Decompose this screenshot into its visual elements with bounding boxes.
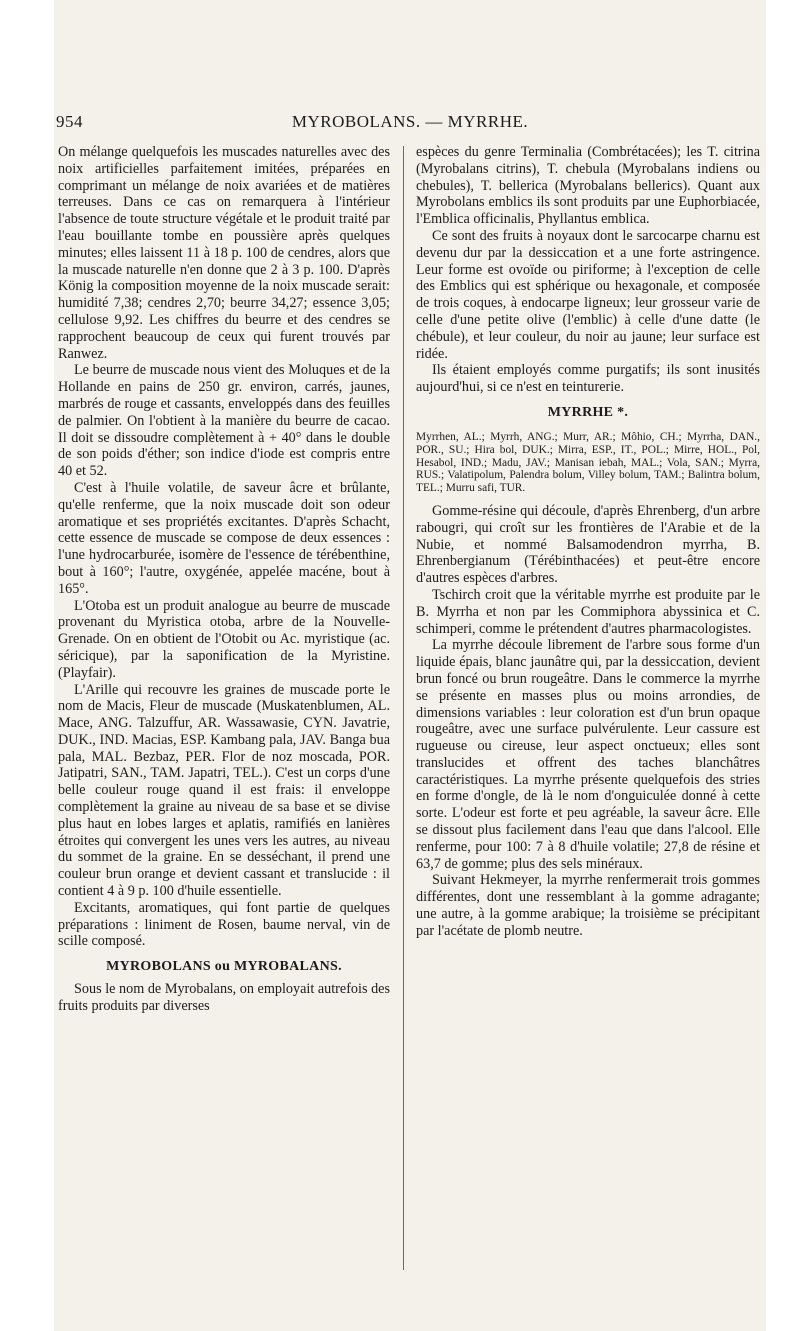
paragraph-nutmeg-butter: Le beurre de muscade nous vient des Moluques et de la Hollande en pains de 250 gr. environ, carrés, jaunes, marbrés de rouge et cassants, enveloppés dans des feuilles de palmier. On l'obtient à la manière du beurre de cacao. Il doit se dissoudre complètement à + 40° dans le double de son poids d'éther; son indice d'iode est compris entre 40 et 52. [58, 362, 390, 480]
page-number: 954 [56, 112, 83, 131]
paragraph-otoba: L'Otoba est un produit analogue au beurre de muscade provenant du Myristica otoba, arbre de la Nouvelle-Grenade. On en obtient de l'Otobit ou Ac. myristique (ac. séricique), par la saponification de la Myristine. (Playfair). [58, 597, 390, 681]
paragraph-artificial-nutmeg: On mélange quelquefois les muscades naturelles avec des noix artificielles parfaitement imitées, préparées en comprimant un mélange de noix avariées et de matières terreuses. Dans ce cas on remarquera à l'intérieur l'absence de toute structure végétale et le produit traité par l'eau bouillante tombe en poussière après quelques minutes; elles laissent 11 à 18 p. 100 de cendres, alors que la muscade naturelle n'en donne que 2 à 3 p. 100. D'après König la composition moyenne de la noix muscade serait: humidité 7,38; cendres 2,70; beurre 34,27; essence 3,05; cellulose 9,92. Les chiffres du beurre et des cendres se rapprochent beaucoup de ceux qui furent trouvés par Ranwez. [58, 144, 390, 362]
page-header [54, 112, 766, 136]
paragraph-myrrh-description: La myrrhe découle librement de l'arbre sous forme d'un liquide épais, blanc jaunâtre qui, par la dessiccation, devient brun foncé ou brun rougeâtre. Dans le commerce la myrrhe se présente en masses plus ou moins arrondies, de dimensions variables : leur coloration est d'un brun opaque rougeâtre, avec une surface pulvérulente. Leur cassure est rugueuse ou cireuse, leur aspect onctueux; elles sont translucides et offrent des taches blanchâtres caractéristiques. La myrrhe présente quelquefois des stries en forme d'ongle, de là le nom d'onguiculée donné à cette sorte. L'odeur est forte et peu agréable, la saveur âcre. Elle se dissout plus facilement dans l'eau que dans l'alcool. Elle renferme, pour 100: 7 à 8 d'huile volatile; 27,8 de résine et 63,7 de gomme; plus des sels minéraux. [416, 637, 760, 872]
book-page [54, 0, 766, 1331]
paragraph-mace: L'Arille qui recouvre les graines de muscade porte le nom de Macis, Fleur de muscade (Muskatenblumen, AL. Mace, ANG. Talzuffur, AR. Wassawasie, CYN. Javatrie, DUK., IND. Macias, ESP. Kambang pala, JAV. Banga bua pala, MAL. Bezbaz, PER. Flor de noz moscada, POR. Jatipatri, SAN., TAM. Japatri, TEL.). C'est un corps d'une belle couleur rouge quand il est frais: il enveloppe complètement la graine au niveau de sa base et se divise plus haut en lobes larges et aplatis, ramifiés en lanières étroites qui convergent les unes vers les autres, au niveau du sommet de la graine. En se desséchant, il prend une couleur brun orange et devient cassant et translucide : il contient 4 à 9 p. 100 d'huile essentielle. [58, 681, 390, 900]
paragraph-volatile-oil: C'est à l'huile volatile, de saveur âcre et brûlante, qu'elle renferme, que la noix muscade doit son odeur aromatique et ses propriétés excitantes. D'après Schacht, cette essence de muscade se compose de deux essences : l'une hydrocarburée, isomère de l'essence de térébenthine, bout à 160°; l'autre, oxygénée, appelée macéne, bout à 165°. [58, 479, 390, 597]
heading-myrobolans: MYROBOLANS ou MYROBALANS. [106, 959, 342, 975]
paragraph-terminalia-species: espèces du genre Terminalia (Combrétacées); les T. citrina (Myrobalans citrins), T. chebula (Myrobalans indiens ou chebules), T. bellerica (Myrobalans bellerics). Quant aux Myrobolans emblics ils sont produits par une Euphorbiacée, l'Emblica officinalis, Phyllantus emblica. [416, 144, 760, 228]
paragraph-fruit-description: Ce sont des fruits à noyaux dont le sarcocarpe charnu est devenu dur par la dessiccation et a une forte astringence. Leur forme est ovoïde ou piriforme; à l'exception de celle des Emblics qui est sphérique ou hexagonale, et composée de trois coques, à endocarpe ligneux; leur grosseur varie de celle d'une petite olive (l'emblic) à celle d'une datte (le chébule), et leur couleur, du noir au jaune; leur surface est ridée. [416, 227, 760, 362]
paragraph-uses: Ils étaient employés comme purgatifs; ils sont inusités aujourd'hui, si ce n'est en teinturerie. [416, 362, 760, 396]
paragraph-gum-resin: Gomme-résine qui découle, d'après Ehrenberg, d'un arbre rabougri, qui croît sur les frontières de l'Arabie et de la Nubie, et nommé Balsamodendron myrrha, B. Ehrenbergianum (Térébinthacées) et peut-être encore d'autres espèces d'arbres. [416, 502, 760, 587]
myrrhe-synonyms: Myrrhen, AL.; Myrrh, ANG.; Murr, AR.; Môhio, CH.; Myrrha, DAN., POR., SU.; Hira bol, DUK.; Mirra, ESP., IT., POL.; Mirre, HOL., Pol, Hesabol, IND.; Madu, JAV.; Manisan iebah, MAL.; Vola, SAN.; Myrra, RUS.; Valatipolum, Palendra bolum, Villey bolum, TAM.; Balintra bolum, TEL.; Murru safi, TUR. [416, 430, 760, 495]
right-column [416, 144, 760, 940]
paragraph-myrobolans-intro: Sous le nom de Myrobalans, on employait autrefois des fruits produits par diverses [58, 981, 390, 1015]
paragraph-hekmeyer: Suivant Hekmeyer, la myrrhe renfermerait trois gommes différentes, dont une ressemblant à la gomme adragante; une autre, à la gomme arabique; la troisième se précipitant par l'acétate de plomb neutre. [416, 872, 760, 939]
heading-myrrhe: MYRRHE *. [547, 404, 629, 420]
paragraph-tschirch: Tschirch croit que la véritable myrrhe est produite par le B. Myrrha et non par les Commiphora abyssinica et C. schimperi, comme le prétendent d'autres pharmacologistes. [416, 586, 760, 637]
left-column [58, 144, 390, 1015]
column-divider [403, 146, 404, 1270]
running-title: MYROBOLANS. — MYRRHE. [291, 112, 529, 131]
paragraph-preparations: Excitants, aromatiques, qui font partie de quelques préparations : liniment de Rosen, baume nerval, vin de scille composé. [58, 899, 390, 950]
